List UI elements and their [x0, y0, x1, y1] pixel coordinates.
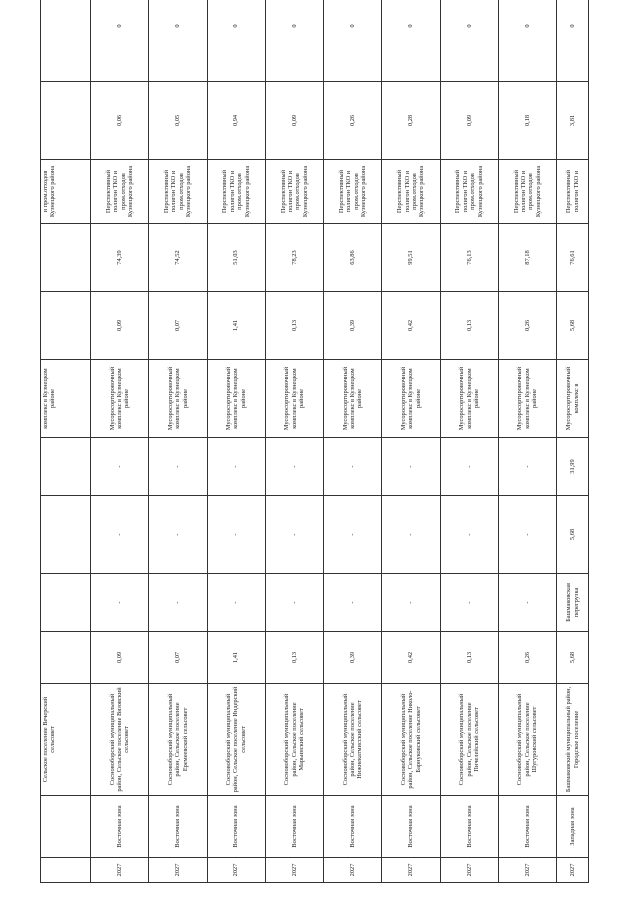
facility-cell: Мусоросортировочный комплекс в Кузнецком районе: [498, 360, 556, 438]
transfer-volume-cell: -: [265, 496, 323, 574]
landfill-cell: Перспективный полигон ТКО и пром.отходов Кузнецкого района: [91, 160, 149, 224]
year-cell: 2027: [324, 858, 382, 883]
facility-volume-cell: 0,13: [265, 292, 323, 360]
facility-cell: Мусоросортировочный комплекс в Кузнецком районе: [207, 360, 265, 438]
landfill-cell: Перспективный полигон ТКО и пром.отходов Кузнецкого района: [265, 160, 323, 224]
table-row: [41, 0, 91, 883]
settlement-cell: Сосновоборский муниципальный район, Сельское поселение Вязовский сельсовет: [91, 684, 149, 796]
year-cell: [41, 858, 91, 883]
table-row: [265, 0, 323, 883]
landfill-volume-cell: [41, 82, 91, 160]
facility-volume-cell: [41, 292, 91, 360]
remainder-cell: 0: [440, 0, 498, 82]
year-cell: 2027: [265, 858, 323, 883]
distance-cell: -: [207, 438, 265, 496]
volume-cell: 5,68: [557, 632, 589, 684]
landfill-volume-cell: 0,09: [440, 82, 498, 160]
volume-cell: 0,39: [324, 632, 382, 684]
table-row: [557, 0, 589, 883]
facility-distance-cell: 74,52: [149, 224, 207, 292]
facility-volume-cell: 0,39: [324, 292, 382, 360]
transfer-volume-cell: -: [207, 496, 265, 574]
distance-cell: -: [498, 438, 556, 496]
zone-cell: Восточная зона: [265, 796, 323, 858]
table-row: [149, 0, 207, 883]
zone-cell: Восточная зона: [382, 796, 440, 858]
landfill-cell: Перспективный полигон ТКО и пром.отходов Кузнецкого района: [498, 160, 556, 224]
facility-distance-cell: [41, 224, 91, 292]
year-cell: 2027: [91, 858, 149, 883]
landfill-cell: Перспективный полигон ТКО и: [557, 160, 589, 224]
transfer-volume-cell: -: [382, 496, 440, 574]
facility-cell: Мусоросортировочный комплекс в Кузнецком районе: [265, 360, 323, 438]
transfer-volume-cell: -: [440, 496, 498, 574]
distance-cell: [41, 438, 91, 496]
table-row: [440, 0, 498, 883]
remainder-cell: 0: [265, 0, 323, 82]
settlement-cell: Сосновоборский муниципальный район, Сельское поселение Марьинский сельсовет: [265, 684, 323, 796]
transfer-station-cell: -: [265, 574, 323, 632]
facility-cell: Мусоросортировочный комплекс в Кузнецком районе: [440, 360, 498, 438]
facility-distance-cell: 74,39: [91, 224, 149, 292]
remainder-cell: [41, 0, 91, 82]
table-row: [382, 0, 440, 883]
transfer-station-cell: Башмаковская перегрузка: [557, 574, 589, 632]
transfer-station-cell: [41, 574, 91, 632]
zone-cell: Восточная зона: [149, 796, 207, 858]
facility-volume-cell: 0,09: [91, 292, 149, 360]
year-cell: 2027: [207, 858, 265, 883]
landfill-volume-cell: 0,18: [498, 82, 556, 160]
remainder-cell: 0: [382, 0, 440, 82]
facility-distance-cell: 76,61: [557, 224, 589, 292]
landfill-volume-cell: 0,94: [207, 82, 265, 160]
remainder-cell: 0: [557, 0, 589, 82]
facility-distance-cell: 51,03: [207, 224, 265, 292]
year-cell: 2027: [557, 858, 589, 883]
landfill-cell: Перспективный полигон ТКО и пром.отходов Кузнецкого района: [440, 160, 498, 224]
facility-distance-cell: 76,13: [440, 224, 498, 292]
settlement-cell: Сосновоборский муниципальный район, Сельское поселение Нижнекатмисский сельсовет: [324, 684, 382, 796]
zone-cell: Западная зона: [557, 796, 589, 858]
transfer-volume-cell: -: [149, 496, 207, 574]
facility-distance-cell: 78,23: [265, 224, 323, 292]
facility-distance-cell: 87,18: [498, 224, 556, 292]
facility-cell: Мусоросортировочный комплекс в Кузнецком районе: [324, 360, 382, 438]
facility-cell: Мусоросортировочный комплекс в Кузнецком районе: [91, 360, 149, 438]
landfill-volume-cell: 3,81: [557, 82, 589, 160]
table-row: [498, 0, 556, 883]
settlement-cell: Сосновоборский муниципальный район, Сельское поселение Николо-Барнуковский сельсовет: [382, 684, 440, 796]
facility-volume-cell: 1,41: [207, 292, 265, 360]
settlement-cell: Сосновоборский муниципальный район, Сельское поселение Индерский сельсовет: [207, 684, 265, 796]
zone-cell: Восточная зона: [324, 796, 382, 858]
volume-cell: [41, 632, 91, 684]
facility-cell: Мусоросортировочный комплекс в: [557, 360, 589, 438]
waste-flow-table: [40, 0, 589, 883]
year-cell: 2027: [382, 858, 440, 883]
landfill-volume-cell: 0,06: [91, 82, 149, 160]
facility-volume-cell: 0,13: [440, 292, 498, 360]
distance-cell: -: [265, 438, 323, 496]
settlement-cell: Сосновоборский муниципальный район, Сельское поселение Пичелейский сельсовет: [440, 684, 498, 796]
transfer-station-cell: -: [498, 574, 556, 632]
remainder-cell: 0: [207, 0, 265, 82]
zone-cell: [41, 796, 91, 858]
settlement-cell: Сосновоборский муниципальный район, Сельское поселение Шугуровский сельсовет: [498, 684, 556, 796]
distance-cell: -: [324, 438, 382, 496]
volume-cell: 0,13: [265, 632, 323, 684]
year-cell: 2027: [149, 858, 207, 883]
facility-volume-cell: 0,26: [498, 292, 556, 360]
settlement-cell: Башмаковский муниципальный район, Городское поселение: [557, 684, 589, 796]
facility-cell: Мусоросортировочный комплекс в Кузнецком районе: [382, 360, 440, 438]
rotated-page: [40, 23, 589, 883]
transfer-station-cell: -: [324, 574, 382, 632]
zone-cell: Восточная зона: [91, 796, 149, 858]
remainder-cell: 0: [324, 0, 382, 82]
remainder-cell: 0: [498, 0, 556, 82]
landfill-cell: и пром.отходов Кузнецкого района: [41, 160, 91, 224]
volume-cell: 0,09: [91, 632, 149, 684]
distance-cell: -: [149, 438, 207, 496]
landfill-volume-cell: 0,09: [265, 82, 323, 160]
zone-cell: Восточная зона: [498, 796, 556, 858]
facility-cell: Мусоросортировочный комплекс в Кузнецком районе: [149, 360, 207, 438]
transfer-station-cell: -: [149, 574, 207, 632]
facility-volume-cell: 5,68: [557, 292, 589, 360]
settlement-cell: Сельское поселение Вечерский сельсовет: [41, 684, 91, 796]
year-cell: 2027: [498, 858, 556, 883]
transfer-station-cell: -: [382, 574, 440, 632]
transfer-station-cell: -: [91, 574, 149, 632]
facility-cell: комплекс в Кузнецком районе: [41, 360, 91, 438]
volume-cell: 0,42: [382, 632, 440, 684]
remainder-cell: 0: [91, 0, 149, 82]
year-cell: 2027: [440, 858, 498, 883]
volume-cell: 0,26: [498, 632, 556, 684]
transfer-station-cell: -: [440, 574, 498, 632]
landfill-cell: Перспективный полигон ТКО и пром.отходов Кузнецкого района: [382, 160, 440, 224]
landfill-cell: Перспективный полигон ТКО и пром.отходов Кузнецкого района: [324, 160, 382, 224]
table-row: [91, 0, 149, 883]
facility-distance-cell: 99,51: [382, 224, 440, 292]
distance-cell: 31,99: [557, 438, 589, 496]
facility-volume-cell: 0,42: [382, 292, 440, 360]
remainder-cell: 0: [149, 0, 207, 82]
settlement-cell: Сосновоборский муниципальный район, Сельское поселение Еремеевский сельсовет: [149, 684, 207, 796]
distance-cell: -: [382, 438, 440, 496]
distance-cell: -: [440, 438, 498, 496]
volume-cell: 0,07: [149, 632, 207, 684]
zone-cell: Восточная зона: [207, 796, 265, 858]
landfill-volume-cell: 0,28: [382, 82, 440, 160]
landfill-cell: Перспективный полигон ТКО и пром.отходов Кузнецкого района: [149, 160, 207, 224]
volume-cell: 1,41: [207, 632, 265, 684]
transfer-volume-cell: -: [91, 496, 149, 574]
facility-volume-cell: 0,07: [149, 292, 207, 360]
transfer-volume-cell: [41, 496, 91, 574]
zone-cell: Восточная зона: [440, 796, 498, 858]
table-row: [324, 0, 382, 883]
landfill-volume-cell: 0,05: [149, 82, 207, 160]
landfill-cell: Перспективный полигон ТКО и пром.отходов Кузнецкого района: [207, 160, 265, 224]
transfer-volume-cell: -: [498, 496, 556, 574]
distance-cell: -: [91, 438, 149, 496]
transfer-volume-cell: -: [324, 496, 382, 574]
table-row: [207, 0, 265, 883]
facility-distance-cell: 63,86: [324, 224, 382, 292]
transfer-station-cell: -: [207, 574, 265, 632]
landfill-volume-cell: 0,26: [324, 82, 382, 160]
transfer-volume-cell: 5,68: [557, 496, 589, 574]
volume-cell: 0,13: [440, 632, 498, 684]
